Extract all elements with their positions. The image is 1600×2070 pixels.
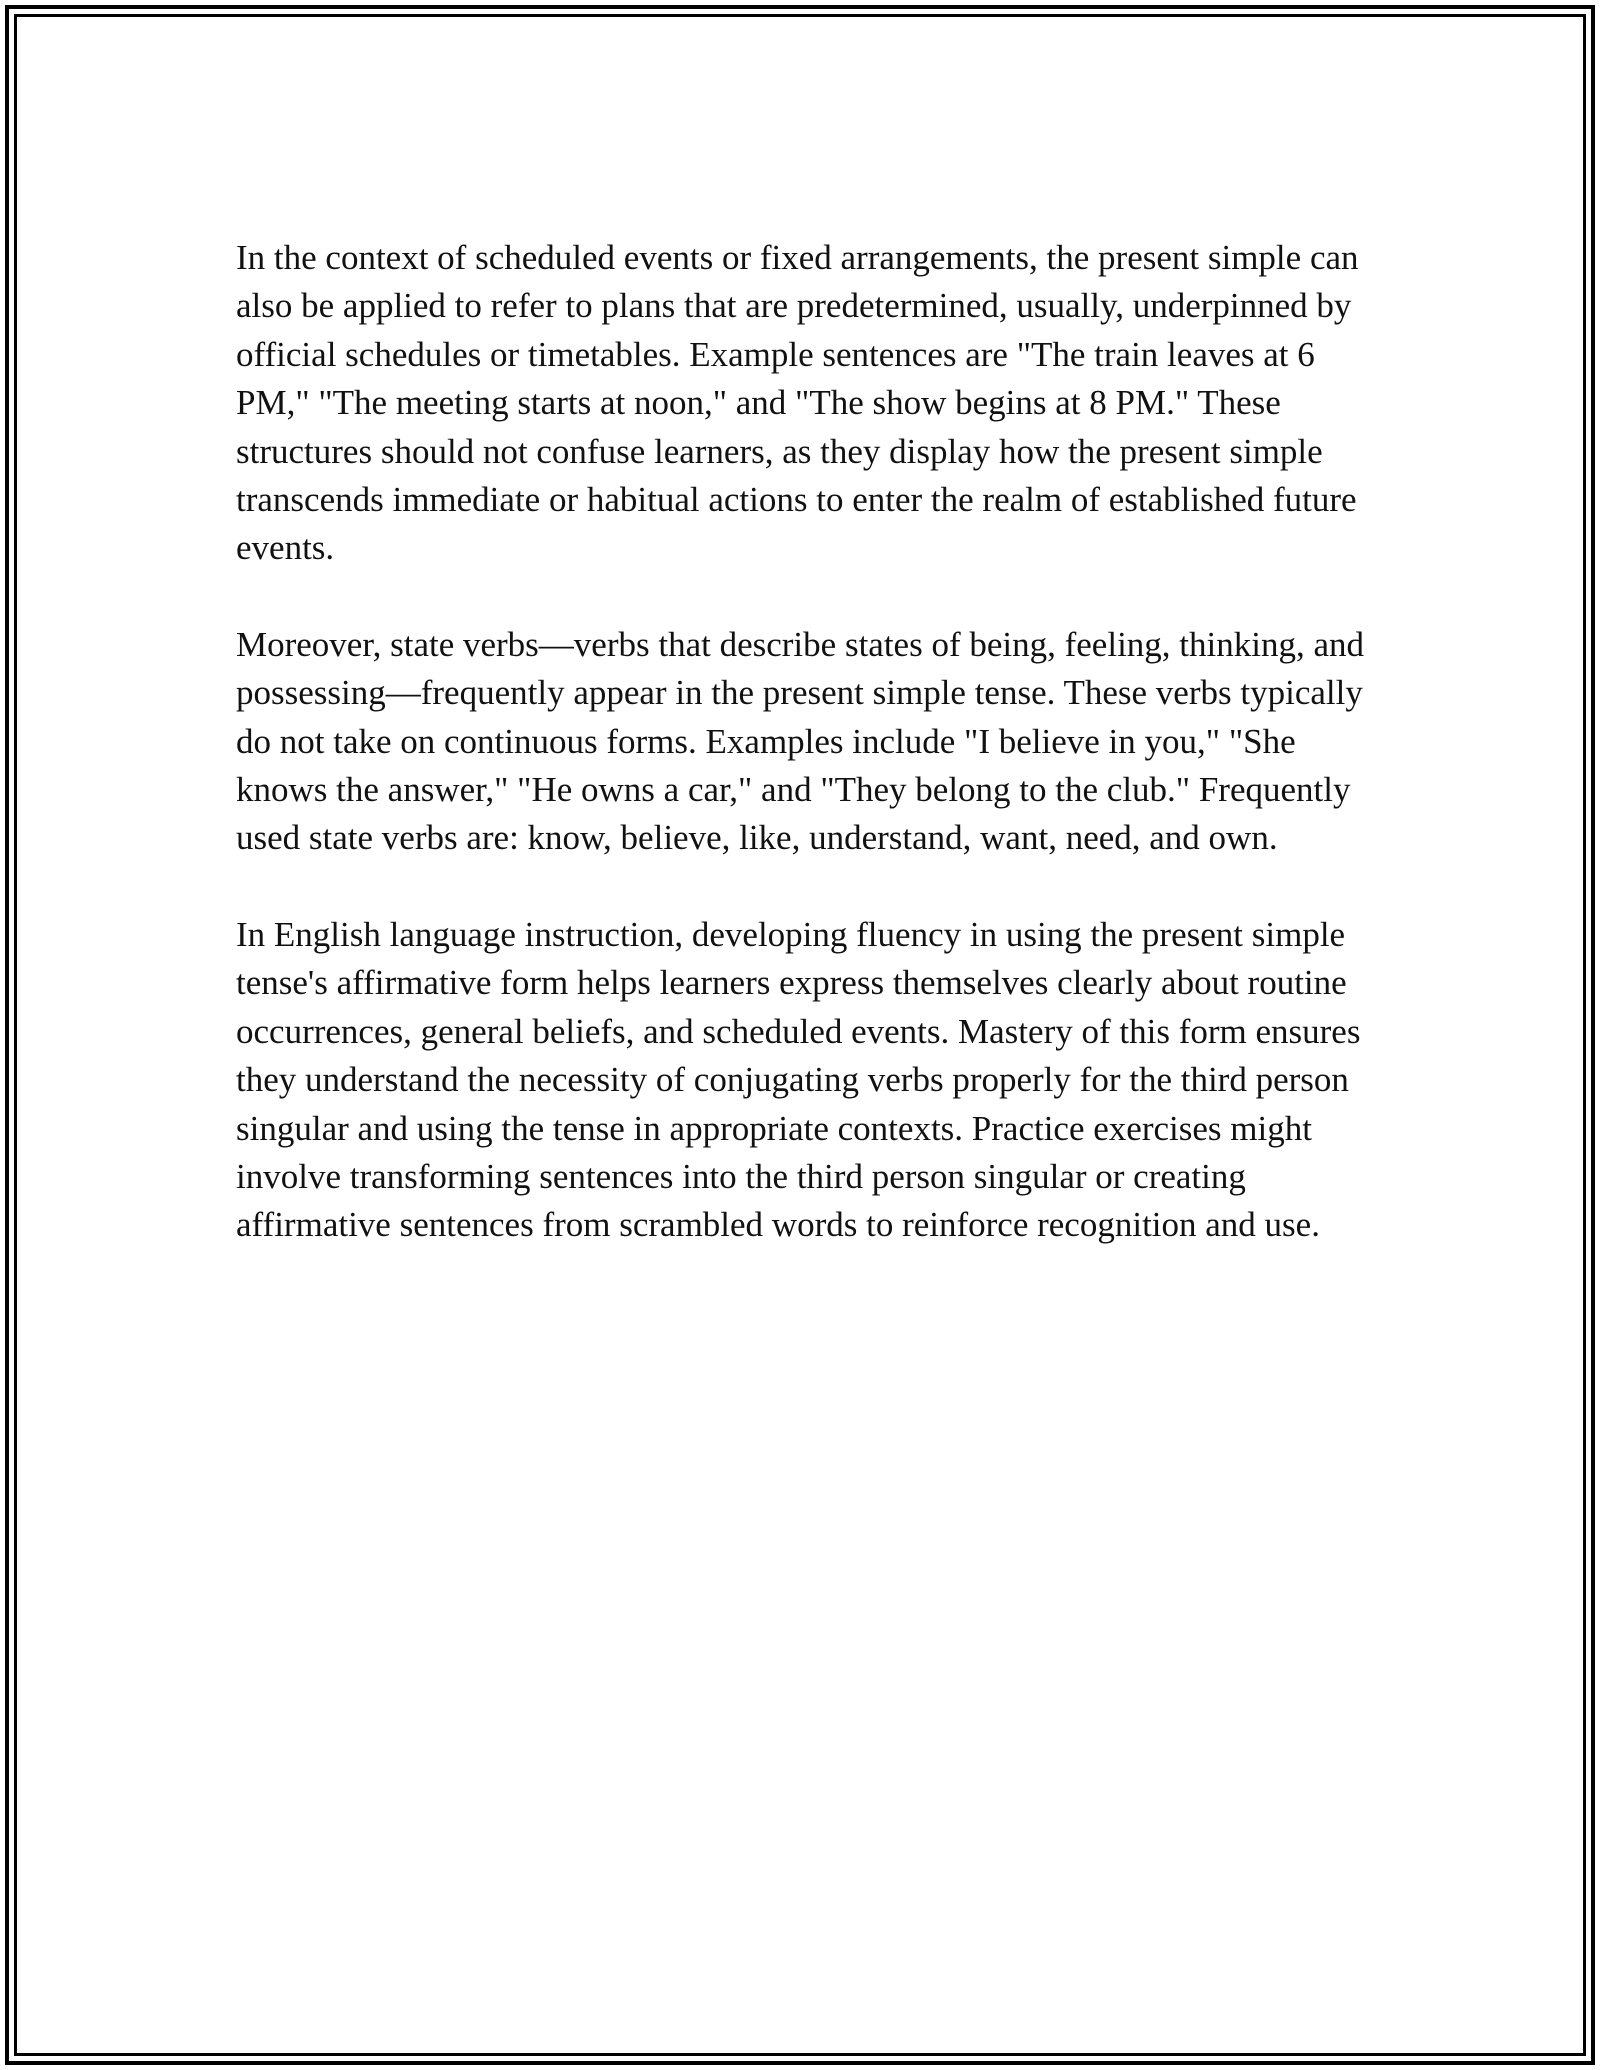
document-body — [236, 234, 1374, 1298]
paragraph-state-verbs: Moreover, state verbs—verbs that describe states of being, feeling, thinking, and possessing—frequently appear in the present simple tense. These verbs typically do not take on continuous forms. Examples include "I believe in you," "She knows the answer," "He owns a car," and "They belong to the club." Frequently used state verbs are: know, believe, like, understand, want, need, and own. — [236, 624, 1364, 858]
paragraph-scheduled-events: In the context of scheduled events or fixed arrangements, the present simple can also be applied to refer to plans that are predetermined, usually, underpinned by official schedules or timetables. Example sentences are "The train leaves at 6 PM," "The meeting starts at noon," and "The show begins at 8 PM." These structures should not confuse learners, as they display how the present simple transcends immediate or habitual actions to enter the realm of established future events. — [236, 238, 1359, 568]
paragraph-language-instruction: In English language instruction, developing fluency in using the present simple tense's affirmative form helps learners express themselves clearly about routine occurrences, general beliefs, and scheduled events. Mastery of this form ensures they understand the necessity of conjugating verbs properly for the third person singular and using the tense in appropriate contexts. Practice exercises might involve transforming sentences into the third person singular or creating affirmative sentences from scrambled words to reinforce recognition and use. — [236, 914, 1361, 1245]
